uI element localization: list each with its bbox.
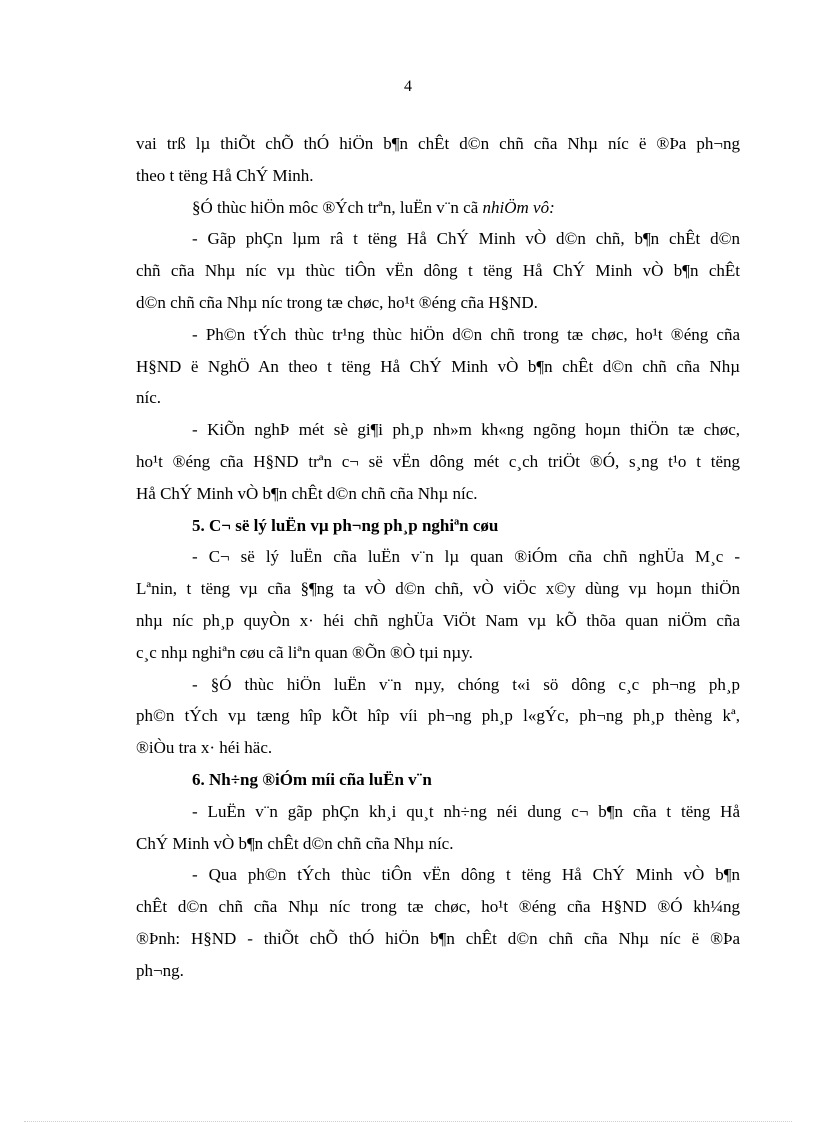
line-text: - Ph©n tÝch thùc tr¹ng thùc hiÖn d©n chñ trong tæ chøc, ho¹t ®éng cña xyxy=(192,324,740,344)
text-line xyxy=(136,859,740,891)
text-line xyxy=(136,414,740,446)
text-line xyxy=(136,955,740,987)
text-line xyxy=(136,605,740,637)
line-text: nhµ níc ph¸p quyÒn x· héi chñ nghÜa ViÖt Nam vµ kÕ thõa quan niÖm cña xyxy=(136,610,740,630)
line-text: d©n chñ cña Nhµ níc trong tæ chøc, ho¹t ®éng cña H§ND. xyxy=(136,292,538,312)
text-line xyxy=(136,541,740,573)
line-text: Lªnin, t tëng vµ cña §¶ng ta vÒ d©n chñ, vÒ viÖc x©y dùng vµ hoµn thiÖn xyxy=(136,579,740,599)
text-line xyxy=(136,223,740,255)
line-text: 6. Nh÷ng ®iÓm míi cña luËn v¨n xyxy=(192,769,432,789)
line-text: 5. C¬ së lý luËn vµ ph¬ng ph¸p nghiªn cøu xyxy=(192,515,499,535)
text-line xyxy=(136,255,740,287)
text-line xyxy=(136,700,740,732)
section-heading xyxy=(136,510,740,542)
text-line xyxy=(136,287,740,319)
line-text: - Qua ph©n tÝch thùc tiÔn vËn dông t tëng Hå ChÝ Minh vÒ b¶n xyxy=(192,865,740,885)
line-text: - §Ó thùc hiÖn luËn v¨n nµy, chóng t«i sö dông c¸c ph¬ng ph¸p xyxy=(192,674,740,694)
text-line xyxy=(136,796,740,828)
line-text: H§ND ë NghÖ An theo t tëng Hå ChÝ Minh vÒ b¶n chÊt d©n chñ cña Nhµ xyxy=(136,356,740,376)
line-text: chÊt d©n chñ cña Nhµ níc trong tæ chøc, ho¹t ®éng cña H§ND ®Ó kh¼ng xyxy=(136,897,740,917)
line-text: - LuËn v¨n gãp phÇn kh¸i qu¸t nh÷ng néi dung c¬ b¶n cña t tëng Hå xyxy=(192,801,740,821)
text-line xyxy=(136,732,740,764)
text-line xyxy=(136,573,740,605)
text-line xyxy=(136,637,740,669)
page-bottom-rule xyxy=(24,1121,792,1122)
text-line xyxy=(136,478,740,510)
text-line xyxy=(136,351,740,383)
line-text: ®Þnh: H§ND - thiÕt chÕ thÓ hiÖn b¶n chÊt d©n chñ cña Nhµ níc ë ®Þa xyxy=(136,928,740,948)
line-text: ph¬ng. xyxy=(136,960,184,980)
section-heading xyxy=(136,764,740,796)
line-text: ho¹t ®éng cña H§ND trªn c¬ së vËn dông mét c¸ch triÖt ®Ó, s¸ng t¹o t tëng xyxy=(136,451,740,471)
line-text: níc. xyxy=(136,388,162,408)
text-line xyxy=(136,891,740,923)
line-text: c¸c nhµ nghiªn cøu cã liªn quan ®Õn ®Ò tµi nµy. xyxy=(136,642,473,662)
text-line xyxy=(136,669,740,701)
text-line xyxy=(136,128,740,160)
page-number: 4 xyxy=(404,78,412,95)
line-text: vai trß lµ thiÕt chÕ thÓ hiÖn b¶n chÊt d©n chñ cña Nhµ níc ë ®Þa ph¬ng xyxy=(136,134,740,153)
line-text: theo t tëng Hå ChÝ Minh. xyxy=(136,165,314,185)
line-text: §Ó thùc hiÖn môc ®Ých trªn, luËn v¨n cã xyxy=(192,197,483,217)
line-text: - Gãp phÇn lµm râ t tëng Hå ChÝ Minh vÒ d©n chñ, b¶n chÊt d©n xyxy=(192,229,740,249)
line-text: - KiÕn nghÞ mét sè gi¶i ph¸p nh»m kh«ng ngõng hoµn thiÖn tæ chøc, xyxy=(192,420,740,440)
line-text: chñ cña Nhµ níc vµ thùc tiÔn vËn dông t tëng Hå ChÝ Minh vÒ b¶n chÊt xyxy=(136,261,740,281)
text-line xyxy=(136,923,740,955)
text-line xyxy=(136,828,740,860)
text-line xyxy=(136,446,740,478)
text-line xyxy=(136,160,740,192)
line-text: Hå ChÝ Minh vÒ b¶n chÊt d©n chñ cña Nhµ níc. xyxy=(136,483,478,503)
line-text: - C¬ së lý luËn cña luËn v¨n lµ quan ®iÓm cña chñ nghÜa M¸c - xyxy=(192,547,740,567)
text-line xyxy=(136,192,740,224)
text-line xyxy=(136,319,740,351)
line-text: ChÝ Minh vÒ b¶n chÊt d©n chñ cña Nhµ níc. xyxy=(136,833,454,853)
document-body xyxy=(136,128,740,987)
italic-emphasis: nhiÖm vô: xyxy=(482,197,555,217)
line-text: ®iÒu tra x· héi häc. xyxy=(136,738,273,758)
text-line xyxy=(136,382,740,414)
line-text: ph©n tÝch vµ tæng hîp kÕt hîp víi ph¬ng ph¸p l«gÝc, ph¬ng ph¸p thèng kª, xyxy=(136,706,740,726)
